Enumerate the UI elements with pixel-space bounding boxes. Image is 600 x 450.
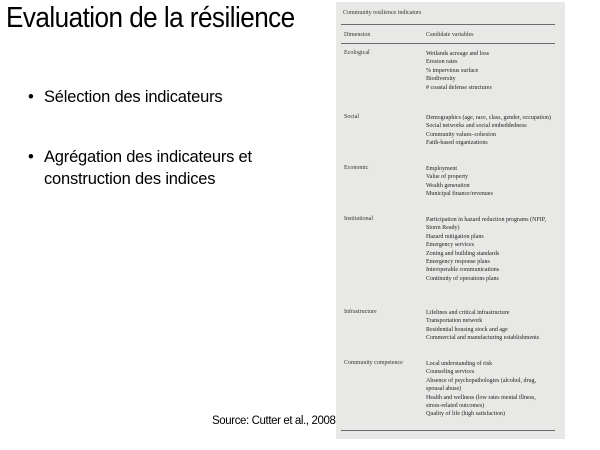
variable-item: Storm Ready)	[426, 225, 460, 232]
table-row-variables	[426, 50, 560, 92]
variable-item: Community values–cohesion	[426, 131, 496, 138]
table-row-variables	[426, 165, 560, 199]
bullet-text: Sélection des indicateurs	[44, 88, 223, 106]
table-row-variables	[426, 114, 560, 148]
variable-item: Health and wellness (low rates mental illness,	[426, 394, 536, 401]
column-header-dimension: Dimension	[344, 32, 371, 38]
variable-item: Counseling services	[426, 369, 475, 376]
variable-item: % impervious surface	[426, 67, 479, 74]
source-citation: Source: Cutter et al., 2008	[212, 415, 336, 427]
table-row-dimension: Ecological	[344, 50, 370, 56]
variable-item: spousal abuse)	[426, 386, 462, 393]
variable-item: Emergency services	[426, 242, 475, 249]
variable-item: stress-related outcomes)	[426, 403, 485, 410]
bullet-text: Agrégation des indicateurs et construction des indices	[44, 148, 252, 188]
variable-item: Participation in hazard reduction programs (NFIP,	[426, 217, 546, 223]
bullet-dot-icon: •	[28, 148, 34, 166]
variable-item: # coastal defense structures	[426, 84, 492, 91]
variable-item: Lifelines and critical infrastructure	[426, 310, 510, 316]
table-top-rule	[341, 24, 555, 25]
variable-item: Erosion rates	[426, 59, 458, 66]
variable-item: Faith-based organizations	[426, 140, 488, 147]
table-row-variables	[426, 360, 560, 419]
variable-item: Wealth generation	[426, 182, 470, 189]
table-row-dimension: Community competence	[344, 360, 403, 366]
variable-item: Zoning and building standards	[426, 250, 500, 257]
variable-item: Transportation network	[426, 318, 483, 325]
variable-item: Local understanding of risk	[426, 361, 493, 367]
table-header-rule	[341, 43, 555, 44]
variable-item: Value of property	[426, 174, 468, 181]
variable-item: Emergency response plans	[426, 259, 490, 266]
bullet-item	[28, 86, 328, 108]
variable-item: Hazard mitigation plans	[426, 233, 484, 240]
table-bottom-rule	[341, 430, 555, 431]
table-row-dimension: Infrastructure	[344, 309, 377, 315]
column-header-variables: Candidate variables	[426, 32, 474, 38]
variable-item: Interoperable communications	[426, 267, 500, 274]
table-caption: Community resilience indicators	[343, 10, 422, 16]
table-row-variables	[426, 309, 560, 343]
variable-item: Wetlands acreage and loss	[426, 51, 489, 57]
bullet-list	[28, 86, 328, 190]
slide-title: Evaluation de la résilience	[6, 2, 295, 34]
variable-item: Employment	[426, 166, 457, 172]
variable-item: Commercial and manufacturing establishments	[426, 335, 540, 342]
bullet-dot-icon: •	[28, 88, 34, 106]
bullet-item	[28, 146, 328, 190]
resilience-indicators-table	[336, 2, 565, 439]
variable-item: Municipal finance/revenues	[426, 191, 493, 198]
variable-item: Absence of psychopathologies (alcohol, drug,	[426, 377, 536, 384]
variable-item: Continuity of operations plans	[426, 275, 499, 282]
variable-item: Residential housing stock and age	[426, 326, 508, 333]
table-row-dimension: Social	[344, 114, 359, 120]
variable-item: Quality of life (high satisfaction)	[426, 411, 505, 418]
variable-item: Demographics (age, race, class, gender, occupation)	[426, 115, 551, 121]
table-row-variables	[426, 216, 560, 283]
variable-item: Biodiversity	[426, 76, 456, 83]
table-row-dimension: Institutional	[344, 216, 373, 222]
table-row-dimension: Economic	[344, 165, 369, 171]
variable-item: Social networks and social embeddedness	[426, 123, 527, 130]
